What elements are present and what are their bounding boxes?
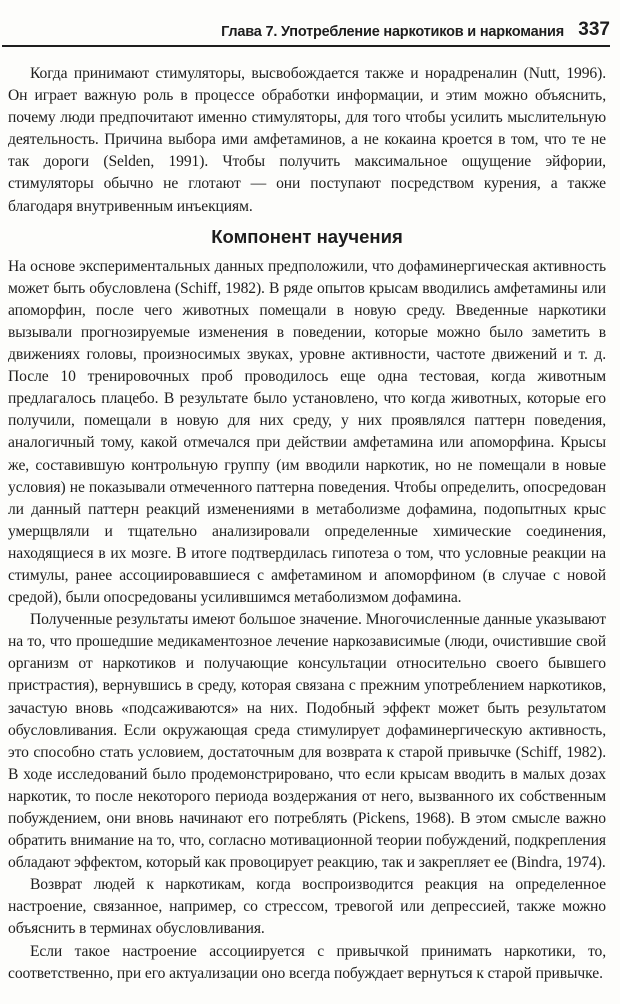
paragraph: Полученные результаты имеют большое значение. Многочисленные данные указывают на то, что прошедшие медикаментозное лечение наркозависимые (люди, очистившие свой организм от наркотиков и получающие консультации относительно своего бывшего пристрастия), вернувшись в среду, которая связана с прежним употреблением наркотиков, зачастую вновь «подсаживаются» на них. Подобный эффект может быть результатом обусловливания. Если окружающая среда стимулирует дофаминергическую активность, это способно стать условием, достаточным для возврата к старой привычке (Schiff, 1982). В ходе исследований было продемонстрировано, что если крысам вводить в малых дозах наркотик, то после некоторого периода воздержания от него, вызванного их собственным побуждением, они вновь начинают его потреблять (Pickens, 1968). В этом смысле важно обратить внимание на то, что, согласно мотивационной теории побуждений, подкрепления обладают эффектом, который как провоцирует реакцию, так и закрепляет ее (Bindra, 1974). [8,611,606,872]
paragraph: Если такое настроение ассоциируется с привычкой принимать наркотики, то, соответственно, при его актуализации оно всегда побуждает вернуться к старой привычке. [8,942,606,982]
paragraph: Когда принимают стимуляторы, высвобождается также и норадреналин (Nutt, 1996). Он играет важную роль в процессе обработки информации, и этим можно объяснить, почему люди предпочитают именно стимуляторы, для того чтобы усилить мыслительную деятельность. Причина выбора ими амфетаминов, а не кокаина кроется в том, что те не так дороги (Selden, 1991). Чтобы получить максимальное ощущение эйфории, стимуляторы обычно не глотают — они поступают посредством курения, а также благодаря внутривенным инъекциям. [8,65,606,215]
paragraph: Возврат людей к наркотикам, когда воспроизводится реакция на определенное настроение, связанное, например, со стрессом, тревогой или депрессией, также можно объяснить в терминах обусловливания. [8,876,606,938]
running-head: Глава 7. Употребление наркотиков и наркомания [221,24,564,40]
page-header [0,18,620,46]
section-title: Компонент научения [211,225,403,247]
page-body [8,63,606,985]
header-rule [2,45,610,47]
page-number: 337 [578,19,610,40]
paragraph: На основе экспериментальных данных предположили, что дофаминергическая активность может быть обусловлена (Schiff, 1982). В ряде опытов крысам вводились амфетамины или апоморфин, после чего животных помещали в новую среду. Введенные наркотики вызывали прогнозируемые изменения в поведении, которые можно было заметить в движениях головы, произносимых звуках, уровне активности, частоте движений и т. д. После 10 тренировочных проб проводилось еще одна тестовая, когда животным предлагалось плацебо. В результате было установлено, что когда животных, которые его получили, помещали в новую для них среду, у них проявлялся паттерн поведения, аналогичный тому, какой отмечался при действии амфетамина или апоморфина. Крысы же, составившую контрольную группу (им вводили наркотик, но не помещали в новые условия) не показывали отмеченного паттерна поведения. Чтобы определить, опосредован ли данный паттерн реакций изменениями в метаболизме дофамина, подопытных крыс умерщвляли и тщательно анализировали определенные химические соединения, находящиеся в их мозге. В итоге подтвердилась гипотеза о том, что условные реакции на стимулы, ранее ассоциировавшиеся с амфетамином и апоморфином (в случае с новой средой), были опосредованы усилившимся метаболизмом дофамина. [8,257,606,607]
